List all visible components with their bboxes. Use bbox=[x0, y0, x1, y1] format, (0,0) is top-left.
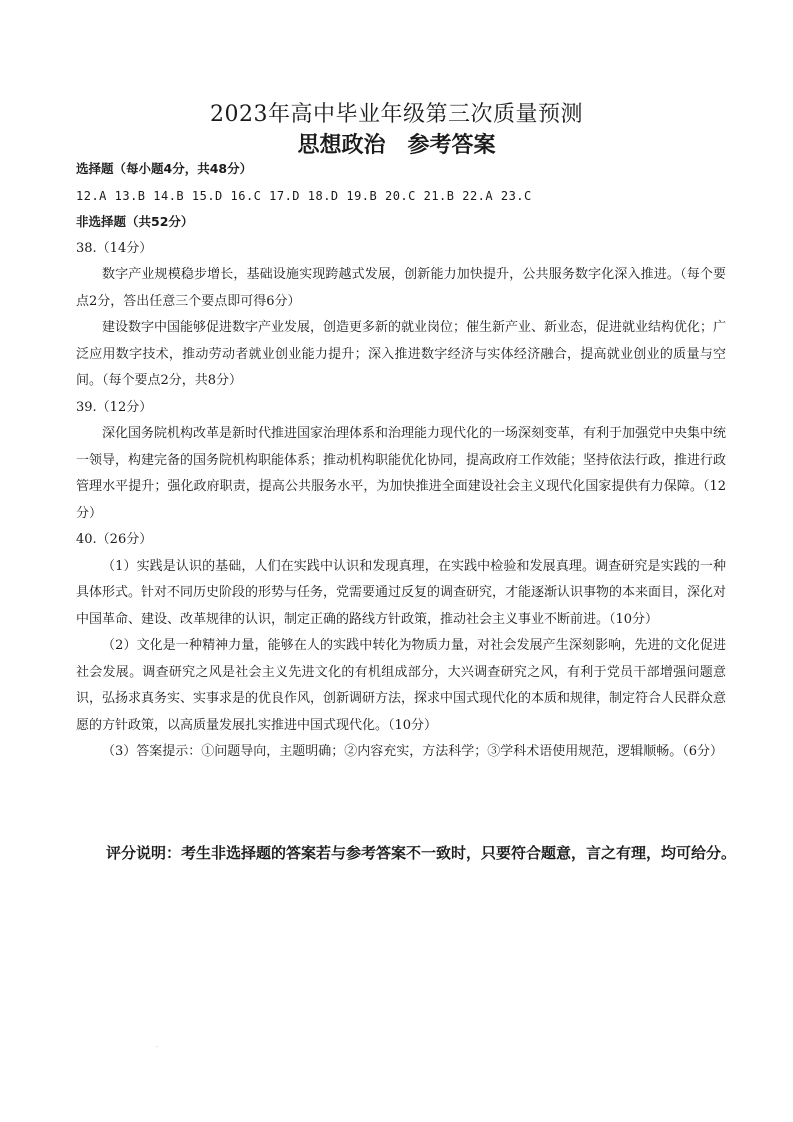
q40-label: 40.（26分） bbox=[76, 532, 153, 547]
footer-mark: · bbox=[156, 1044, 158, 1051]
q40-part-2: （2）文化是一种精神力量，能够在人的实践中转化为物质力量，对社会发展产生深刻影响，先进的文化促进社会发展。调查研究之风是社会主义先进文化的有机组成部分，大兴调查研究之风，有利于党员干部增强问题意识，弘扬求真务实、实事求是的优良作风，创新调研方法，探求中国式现代化的本质和规律，制定符合人民群众意愿的方针政策，以高质量发展扎实推进中国式现代化。（10分） bbox=[76, 638, 727, 733]
q40-part-1: （1）实践是认识的基础，人们在实践中认识和发现真理，在实践中检验和发展真理。调查研究是实践的一种具体形式。针对不同历史阶段的形势与任务，党需要通过反复的调查研究，才能逐渐认识事物的本来面目，深化对中国革命、建设、改革规律的认识，制定正确的路线方针政策，推动社会主义事业不断前进。（10分） bbox=[76, 558, 727, 627]
choice-answers: 12.A 13.B 14.B 15.D 16.C 17.D 18.D 19.B 20.C 21.B 22.A 23.C bbox=[76, 188, 532, 203]
q38-label: 38.（14分） bbox=[76, 240, 153, 256]
choice-heading: 选择题（每小题4分，共48分） bbox=[76, 161, 253, 176]
scoring-note: 评分说明：考生非选择题的答案若与参考答案不一致时，只要符合题意，言之有理，均可给分。 bbox=[106, 844, 737, 862]
q39-point-1: 深化国务院机构改革是新时代推进国家治理体系和治理能力现代化的一场深刻变革，有利于加强党中央集中统一领导，构建完备的国务院机构职能体系；推动机构职能优化协同，提高政府工作效能；坚持依法行政，推进行政管理水平提升；强化政府职责，提高公共服务水平，为加快推进全面建设社会主义现代化国家提供有力保障。（12分） bbox=[76, 426, 727, 521]
q38-point-1: 数字产业规模稳步增长，基础设施实现跨越式发展，创新能力加快提升，公共服务数字化深入推进。（每个要点2分，答出任意三个要点即可得6分） bbox=[76, 267, 726, 309]
exam-title: 2023年高中毕业年级第三次质量预测 bbox=[210, 102, 583, 127]
nonchoice-heading: 非选择题（共52分） bbox=[76, 214, 194, 229]
q38-point-2: 建设数字中国能够促进数字产业发展，创造更多新的就业岗位；催生新产业、新业态，促进就业结构优化；广泛应用数字技术，推动劳动者就业创业能力提升；深入推进数字经济与实体经济融合，提高就业创业的质量与空间。（每个要点2分，共8分） bbox=[76, 320, 727, 388]
q39-label: 39.（12分） bbox=[76, 399, 153, 415]
answer-content bbox=[76, 156, 726, 766]
q40-part-3: （3）答案提示：①问题导向，主题明确；②内容充实，方法科学；③学科术语使用规范，逻辑顺畅。（6分） bbox=[102, 744, 724, 759]
answer-key-subtitle: 思想政治 参考答案 bbox=[297, 133, 496, 158]
